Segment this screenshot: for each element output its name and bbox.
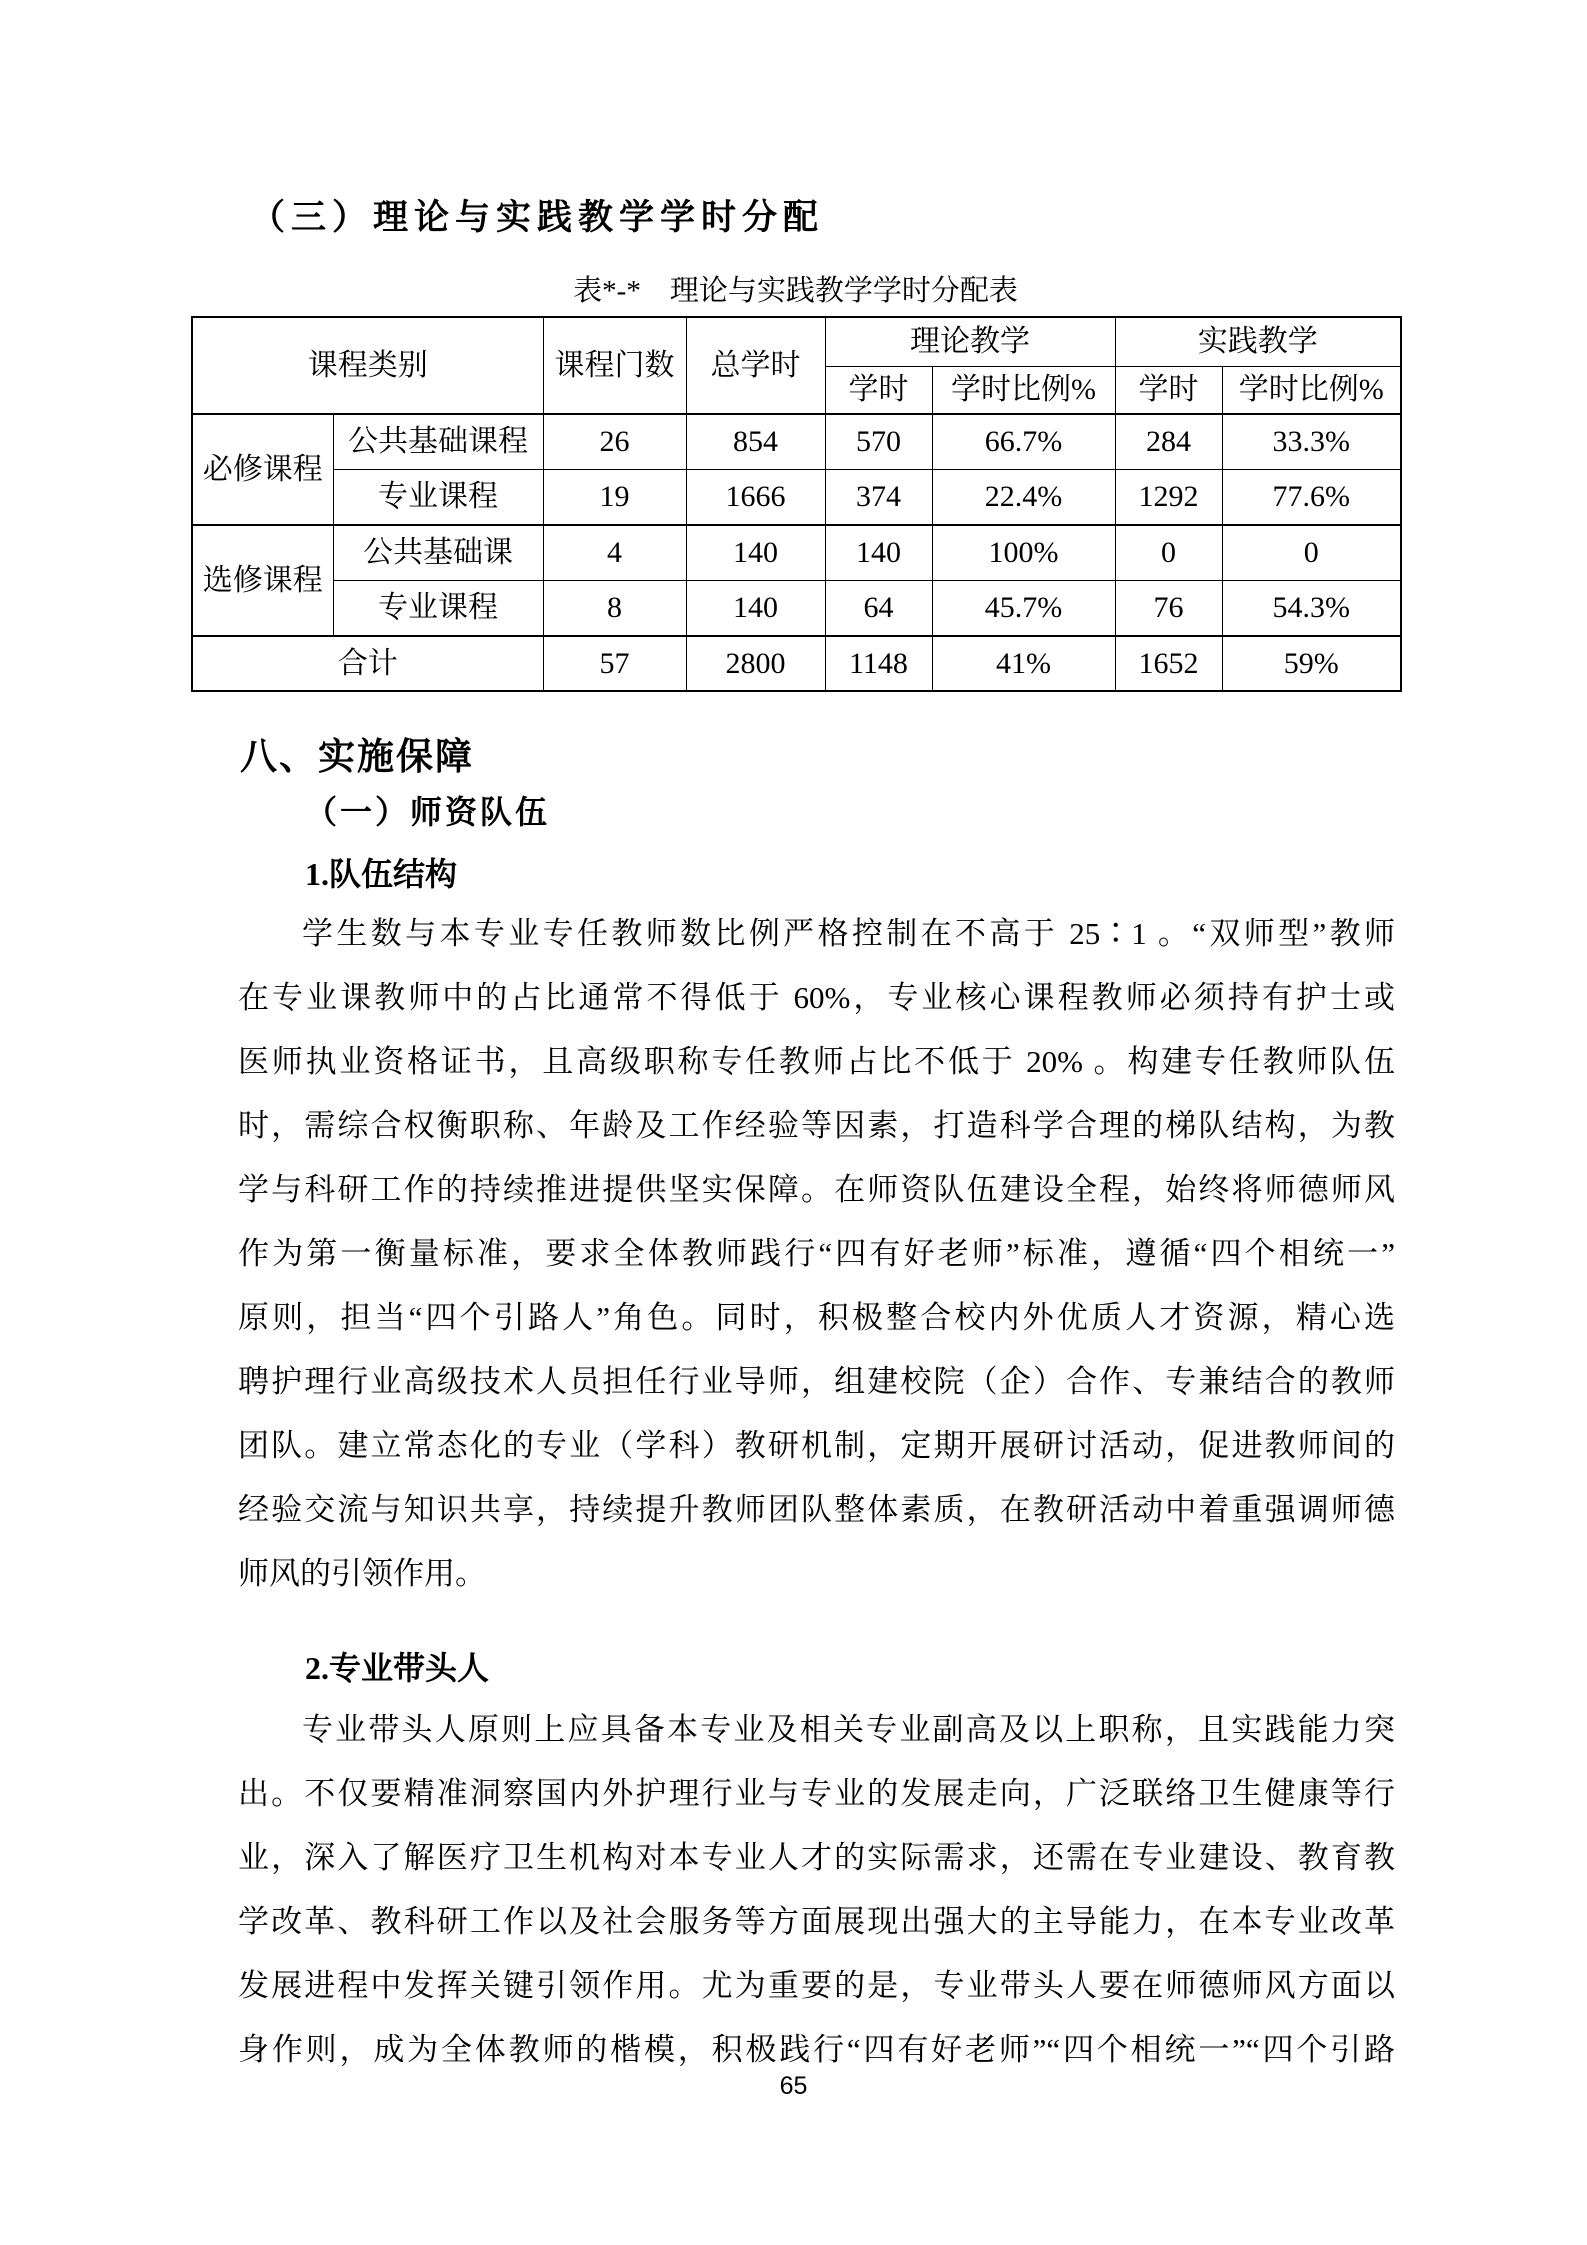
table-row <box>192 581 1401 637</box>
paragraph-line: 学生数与本专业专任教师数比例严格控制在不高于 25∶1 。“双师型”教师 <box>302 916 1395 951</box>
cell-theory-hours: 374 <box>825 470 932 526</box>
paragraph-line: 学与科研工作的持续推进提供坚实保障。在师资队伍建设全程，始终将师德师风 <box>238 1172 1395 1207</box>
cell-practice-ratio: 54.3% <box>1222 581 1401 637</box>
heading-section-8: 八、实施保障 <box>240 736 474 777</box>
cell-count: 57 <box>543 636 686 691</box>
cell-theory-ratio: 45.7% <box>932 581 1115 637</box>
table-total-row <box>192 636 1401 691</box>
paragraph-line: 出。不仅要精准洞察国内外护理行业与专业的发展走向，广泛联络卫生健康等行 <box>238 1776 1395 1811</box>
col-header-total-hours: 总学时 <box>686 317 825 414</box>
heading-item-program-leader: 2.专业带头人 <box>305 1650 490 1686</box>
cell-total: 854 <box>686 414 825 470</box>
paragraph-line: 身作则，成为全体教师的楷模，积极践行“四有好老师”“四个相统一”“四个引路 <box>238 2032 1395 2067</box>
heading-sub-teacher-team: （一）师资队伍 <box>305 794 551 830</box>
col-header-practice: 实践教学 <box>1115 317 1401 367</box>
table-row <box>192 470 1401 526</box>
cell-total: 2800 <box>686 636 825 691</box>
hours-allocation-table <box>191 316 1402 692</box>
cell-theory-ratio: 66.7% <box>932 414 1115 470</box>
cell-total: 140 <box>686 525 825 581</box>
cell-theory-ratio: 41% <box>932 636 1115 691</box>
cell-subcategory: 专业课程 <box>333 470 543 526</box>
cell-group-required: 必修课程 <box>192 414 333 525</box>
cell-theory-hours: 140 <box>825 525 932 581</box>
paragraph-line: 时，需综合权衡职称、年龄及工作经验等因素，打造科学合理的梯队结构，为教 <box>238 1108 1395 1143</box>
cell-theory-ratio: 22.4% <box>932 470 1115 526</box>
cell-group-elective: 选修课程 <box>192 525 333 636</box>
cell-count: 19 <box>543 470 686 526</box>
paragraph-line: 作为第一衡量标准，要求全体教师践行“四有好老师”标准，遵循“四个相统一” <box>238 1236 1395 1271</box>
cell-practice-hours: 1652 <box>1115 636 1222 691</box>
cell-practice-hours: 284 <box>1115 414 1222 470</box>
paragraph-line: 聘护理行业高级技术人员担任行业导师，组建校院（企）合作、专兼结合的教师 <box>238 1364 1395 1399</box>
table-caption: 表*-* 理论与实践教学学时分配表 <box>573 275 1018 307</box>
paragraph-line: 学改革、教科研工作以及社会服务等方面展现出强大的主导能力，在本专业改革 <box>238 1904 1395 1939</box>
cell-practice-ratio: 77.6% <box>1222 470 1401 526</box>
cell-total: 140 <box>686 581 825 637</box>
cell-total: 1666 <box>686 470 825 526</box>
cell-theory-hours: 64 <box>825 581 932 637</box>
paragraph-team-structure <box>238 902 1395 1606</box>
cell-theory-hours: 570 <box>825 414 932 470</box>
paragraph-line: 原则，担当“四个引路人”角色。同时，积极整合校内外优质人才资源，精心选 <box>238 1300 1395 1335</box>
col-header-practice-hours: 学时 <box>1115 367 1222 415</box>
paragraph-line: 专业带头人原则上应具备本专业及相关专业副高及以上职称，且实践能力突 <box>302 1712 1395 1747</box>
cell-subcategory: 公共基础课程 <box>333 414 543 470</box>
cell-theory-hours: 1148 <box>825 636 932 691</box>
cell-theory-ratio: 100% <box>932 525 1115 581</box>
paragraph-line: 经验交流与知识共享，持续提升教师团队整体素质，在教研活动中着重强调师德 <box>238 1492 1395 1527</box>
col-header-practice-ratio: 学时比例% <box>1222 367 1401 415</box>
cell-count: 4 <box>543 525 686 581</box>
cell-practice-hours: 0 <box>1115 525 1222 581</box>
col-header-course-count: 课程门数 <box>543 317 686 414</box>
cell-practice-hours: 1292 <box>1115 470 1222 526</box>
cell-count: 8 <box>543 581 686 637</box>
cell-practice-ratio: 33.3% <box>1222 414 1401 470</box>
col-header-theory-hours: 学时 <box>825 367 932 415</box>
paragraph-line: 在专业课教师中的占比通常不得低于 60%，专业核心课程教师必须持有护士或 <box>238 980 1395 1015</box>
col-header-theory-ratio: 学时比例% <box>932 367 1115 415</box>
col-header-theory: 理论教学 <box>825 317 1115 367</box>
cell-practice-hours: 76 <box>1115 581 1222 637</box>
paragraph-line: 发展进程中发挥关键引领作用。尤为重要的是，专业带头人要在师德师风方面以 <box>238 1968 1395 2003</box>
paragraph-line: 师风的引领作用。 <box>238 1556 486 1591</box>
cell-total-label: 合计 <box>192 636 543 691</box>
cell-subcategory: 专业课程 <box>333 581 543 637</box>
paragraph-line: 医师执业资格证书，且高级职称专任教师占比不低于 20% 。构建专任教师队伍 <box>238 1044 1395 1079</box>
page-number: 65 <box>779 2072 808 2100</box>
table-row <box>192 525 1401 581</box>
cell-count: 26 <box>543 414 686 470</box>
heading-item-team-structure: 1.队伍结构 <box>305 856 458 892</box>
col-header-course-category: 课程类别 <box>192 317 543 414</box>
paragraph-program-leader <box>238 1698 1395 2082</box>
cell-practice-ratio: 0 <box>1222 525 1401 581</box>
table-row <box>192 414 1401 470</box>
paragraph-line: 团队。建立常态化的专业（学科）教研机制，定期开展研讨活动，促进教师间的 <box>238 1428 1395 1463</box>
cell-practice-ratio: 59% <box>1222 636 1401 691</box>
cell-subcategory: 公共基础课 <box>333 525 543 581</box>
paragraph-line: 业，深入了解医疗卫生机构对本专业人才的实际需求，还需在专业建设、教育教 <box>238 1840 1395 1875</box>
heading-section-3: （三）理论与实践教学学时分配 <box>250 198 825 237</box>
